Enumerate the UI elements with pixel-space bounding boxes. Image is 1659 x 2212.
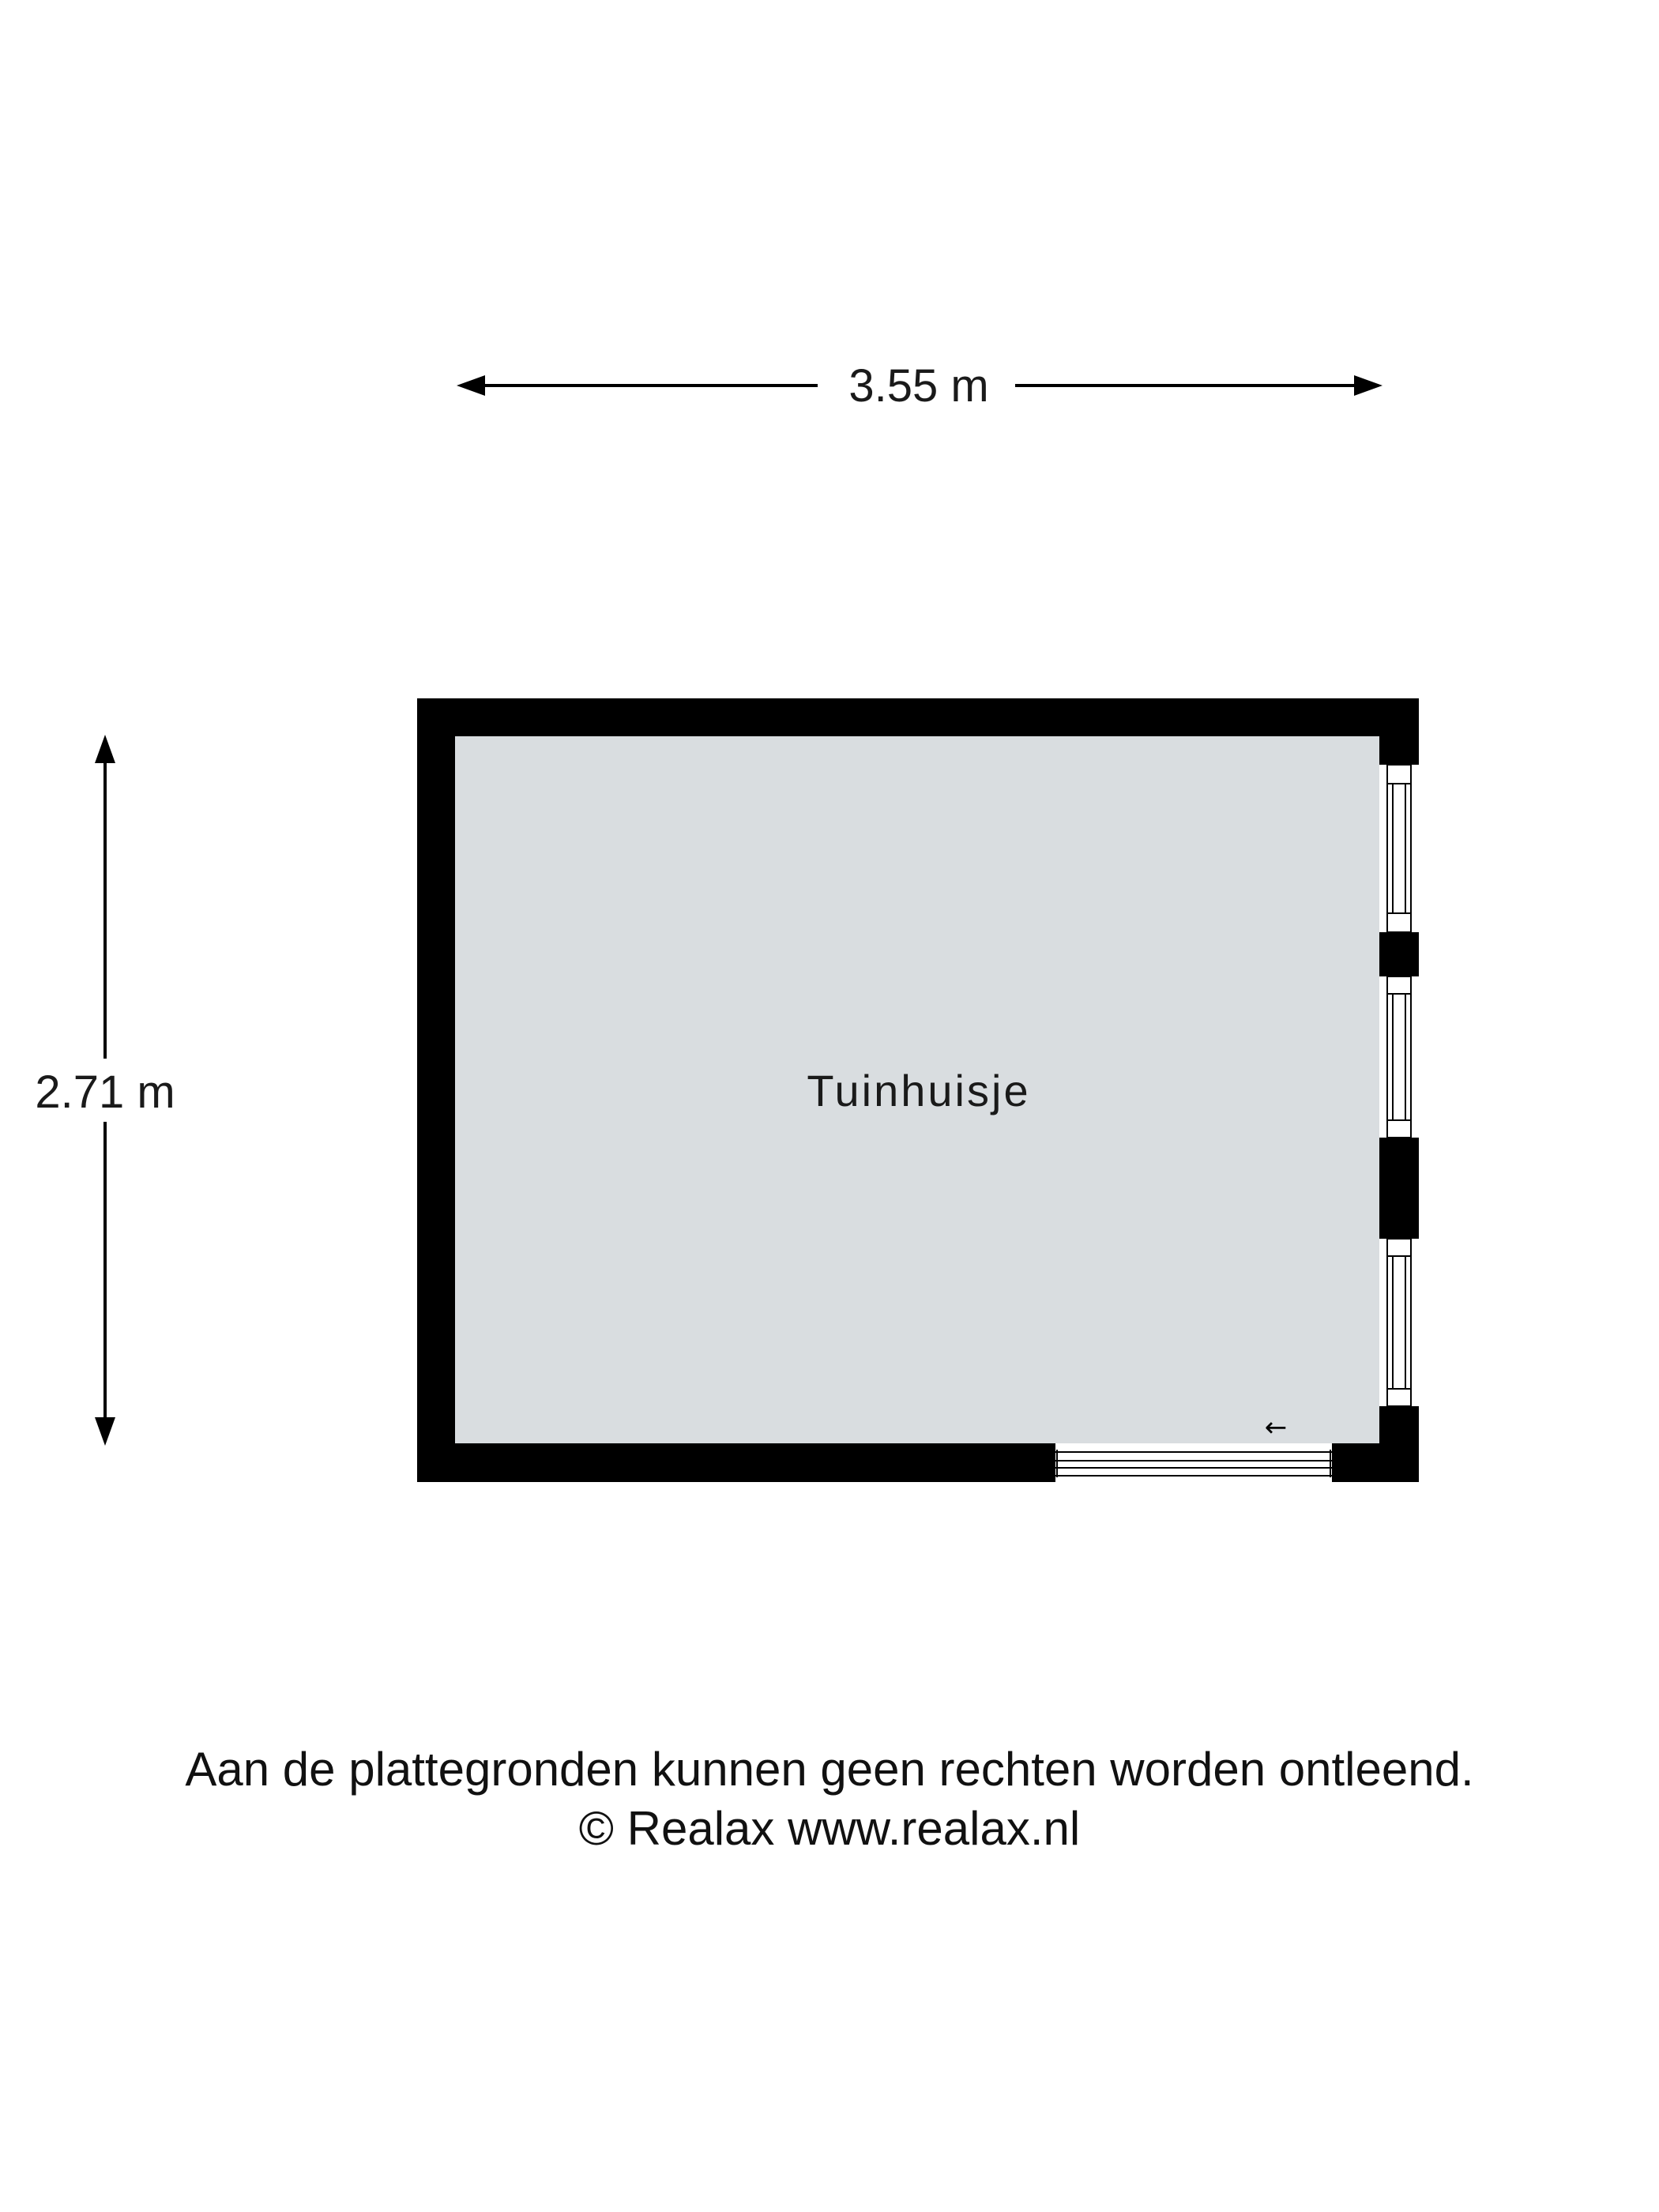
arrow-up-icon [95,735,115,763]
copyright-text: © Realax www.realax.nl [578,1802,1081,1855]
width-label: 3.55 m [848,360,989,412]
wall-right-bottom [1379,1406,1419,1482]
sliding-door [1055,1450,1332,1477]
window-right-1 [1387,765,1411,932]
height-dimension [35,735,175,1446]
arrow-right-icon [1354,375,1382,396]
wall-right-pier-2 [1379,1138,1419,1239]
wall-bottom-left [417,1443,1055,1482]
wall-top [417,698,1419,736]
wall-right-pier-1 [1379,932,1419,976]
door-arrow-icon: ← [1264,1412,1288,1443]
window-right-2 [1387,976,1411,1138]
wall-left [417,698,455,1482]
width-dimension [457,360,1382,412]
arrow-down-icon [95,1417,115,1446]
disclaimer-text: Aan de plattegronden kunnen geen rechten worden ontleend. [185,1743,1474,1796]
arrow-left-icon [457,375,485,396]
height-label: 2.71 m [35,1066,175,1118]
wall-right-top [1379,698,1419,765]
window-right-3 [1387,1239,1411,1406]
room-label: Tuinhuisje [807,1066,1031,1115]
